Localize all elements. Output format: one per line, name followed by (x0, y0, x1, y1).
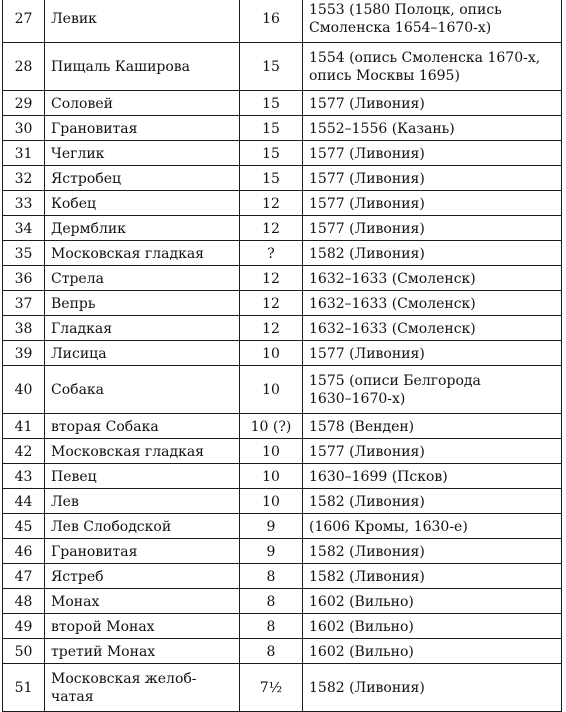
gun-name-text: Московская гладкая (51, 443, 205, 460)
gun-name-text: Лисица (51, 345, 107, 362)
date-source-cell (303, 589, 562, 614)
row-number-cell (3, 0, 45, 43)
gun-name-text: Пищаль Каширова (51, 59, 191, 75)
caliber-text: 12 (262, 220, 280, 237)
caliber-text: 15 (262, 95, 280, 112)
caliber-text: ? (267, 245, 275, 262)
date-source-text: 1577 (Ливония) (309, 95, 425, 112)
table-row (3, 414, 562, 439)
row-number-text: 43 (14, 468, 33, 485)
row-number-text: 29 (14, 95, 33, 112)
caliber-cell (240, 514, 303, 539)
caliber-cell (240, 266, 303, 291)
table-row (3, 514, 562, 539)
gun-name-text: Соловей (51, 95, 113, 112)
gun-name-cell (45, 116, 240, 141)
gun-name-cell (45, 291, 240, 316)
date-source-cell (303, 291, 562, 316)
row-number-cell (3, 539, 45, 564)
row-number-text: 41 (14, 418, 33, 435)
caliber-cell (240, 341, 303, 366)
caliber-text: 7½ (259, 680, 283, 696)
date-source-text: 1553 (1580 Полоцк, опись Смоленска 1654–1670-х) (309, 2, 502, 36)
gun-name-text: Чеглик (51, 145, 105, 162)
table-row (3, 141, 562, 166)
caliber-text: 8 (266, 568, 276, 585)
date-source-text: 1554 (опись Смоленска 1670-х, опись Москвы 1695) (309, 50, 541, 84)
table-row (3, 589, 562, 614)
gun-name-text: второй Монах (51, 618, 155, 635)
caliber-text: 12 (262, 270, 280, 287)
caliber-text: 10 (262, 493, 280, 510)
table-row (3, 366, 562, 414)
date-source-text: 1575 (описи Белгорода 1630–1670-х) (309, 373, 481, 407)
date-source-text: 1632–1633 (Смоленск) (309, 270, 476, 287)
gun-name-cell (45, 664, 240, 712)
gun-name-cell (45, 614, 240, 639)
caliber-cell (240, 589, 303, 614)
gun-name-cell (45, 564, 240, 589)
date-source-text: 1630–1699 (Псков) (309, 468, 448, 485)
gun-name-cell (45, 514, 240, 539)
row-number-text: 44 (14, 493, 33, 510)
caliber-cell (240, 166, 303, 191)
row-number-text: 30 (14, 120, 33, 137)
row-number-cell (3, 589, 45, 614)
table-row (3, 316, 562, 341)
caliber-cell (240, 43, 303, 91)
date-source-text: 1577 (Ливония) (309, 443, 425, 460)
table-row (3, 664, 562, 712)
caliber-cell (240, 539, 303, 564)
row-number-text: 31 (14, 145, 33, 162)
date-source-cell (303, 464, 562, 489)
gun-name-text: Стрела (51, 270, 104, 287)
row-number-text: 27 (14, 11, 33, 27)
date-source-text: 1582 (Ливония) (309, 493, 425, 510)
date-source-cell (303, 91, 562, 116)
caliber-cell (240, 116, 303, 141)
gun-name-text: Левик (51, 11, 97, 27)
caliber-text: 8 (266, 643, 276, 660)
gun-name-text: вторая Собака (51, 418, 159, 435)
date-source-text: 1582 (Ливония) (309, 568, 425, 585)
date-source-cell (303, 439, 562, 464)
date-source-text: 1578 (Венден) (309, 418, 415, 435)
caliber-cell (240, 141, 303, 166)
row-number-cell (3, 639, 45, 664)
date-source-text: 1577 (Ливония) (309, 145, 425, 162)
gun-name-cell (45, 589, 240, 614)
caliber-cell (240, 241, 303, 266)
date-source-cell (303, 166, 562, 191)
caliber-cell (240, 91, 303, 116)
table-row (3, 266, 562, 291)
date-source-text: 1582 (Ливония) (309, 543, 425, 560)
row-number-text: 37 (14, 295, 33, 312)
gun-name-cell (45, 464, 240, 489)
caliber-cell (240, 614, 303, 639)
table-row (3, 191, 562, 216)
caliber-text: 10 (262, 468, 280, 485)
date-source-cell (303, 664, 562, 712)
caliber-text: 9 (266, 543, 276, 560)
date-source-cell (303, 241, 562, 266)
date-source-text: 1602 (Вильно) (309, 618, 414, 635)
caliber-text: 10 (262, 345, 280, 362)
row-number-text: 38 (14, 320, 33, 337)
row-number-text: 33 (14, 195, 33, 212)
gun-name-cell (45, 341, 240, 366)
caliber-text: 12 (262, 295, 280, 312)
caliber-cell (240, 464, 303, 489)
row-number-cell (3, 464, 45, 489)
gun-name-cell (45, 539, 240, 564)
date-source-cell (303, 514, 562, 539)
date-source-cell (303, 614, 562, 639)
date-source-text: 1577 (Ливония) (309, 170, 425, 187)
caliber-text: 15 (262, 145, 280, 162)
date-source-cell (303, 489, 562, 514)
gun-name-cell (45, 639, 240, 664)
row-number-cell (3, 266, 45, 291)
table-row (3, 116, 562, 141)
table-row (3, 341, 562, 366)
table-row (3, 464, 562, 489)
table-row (3, 639, 562, 664)
gun-name-cell (45, 266, 240, 291)
row-number-cell (3, 43, 45, 91)
caliber-cell (240, 216, 303, 241)
date-source-text: 1582 (Ливония) (309, 680, 425, 696)
caliber-cell (240, 316, 303, 341)
cannon-table (2, 0, 562, 712)
table-row (3, 564, 562, 589)
row-number-text: 42 (14, 443, 33, 460)
row-number-cell (3, 514, 45, 539)
gun-name-cell (45, 91, 240, 116)
row-number-cell (3, 166, 45, 191)
row-number-text: 32 (14, 170, 33, 187)
caliber-cell (240, 439, 303, 464)
caliber-cell (240, 564, 303, 589)
caliber-text: 16 (262, 11, 280, 27)
table-row (3, 43, 562, 91)
date-source-text: (1606 Кромы, 1630-е) (309, 518, 468, 535)
date-source-cell (303, 341, 562, 366)
table-row (3, 241, 562, 266)
row-number-text: 36 (14, 270, 33, 287)
row-number-cell (3, 341, 45, 366)
row-number-text: 28 (14, 59, 33, 75)
gun-name-cell (45, 489, 240, 514)
caliber-text: 10 (262, 382, 280, 398)
table-row (3, 539, 562, 564)
row-number-cell (3, 366, 45, 414)
gun-name-text: Кобец (51, 195, 96, 212)
table-body (3, 0, 562, 712)
row-number-text: 51 (14, 680, 33, 696)
date-source-cell (303, 266, 562, 291)
gun-name-text: Ястреб (51, 568, 104, 585)
table-row (3, 91, 562, 116)
gun-name-text: Монах (51, 593, 100, 610)
date-source-text: 1632–1633 (Смоленск) (309, 320, 476, 337)
row-number-cell (3, 291, 45, 316)
gun-name-text: Собака (51, 382, 105, 398)
row-number-cell (3, 564, 45, 589)
row-number-text: 45 (14, 518, 33, 535)
gun-name-text: Московская желоб- чатая (51, 671, 197, 705)
table-row (3, 439, 562, 464)
gun-name-text: Грановитая (51, 543, 138, 560)
row-number-text: 47 (14, 568, 33, 585)
gun-name-cell (45, 439, 240, 464)
row-number-cell (3, 141, 45, 166)
date-source-cell (303, 141, 562, 166)
caliber-text: 12 (262, 320, 280, 337)
row-number-text: 40 (14, 382, 33, 398)
table-row (3, 166, 562, 191)
table-row (3, 291, 562, 316)
gun-name-cell (45, 316, 240, 341)
row-number-cell (3, 191, 45, 216)
caliber-cell (240, 291, 303, 316)
caliber-cell (240, 414, 303, 439)
date-source-cell (303, 316, 562, 341)
table-row (3, 216, 562, 241)
gun-name-text: Московская гладкая (51, 245, 205, 262)
row-number-cell (3, 489, 45, 514)
row-number-cell (3, 316, 45, 341)
row-number-cell (3, 116, 45, 141)
gun-name-cell (45, 0, 240, 43)
row-number-text: 49 (14, 618, 33, 635)
gun-name-text: Гладкая (51, 320, 113, 337)
row-number-cell (3, 414, 45, 439)
row-number-text: 35 (14, 245, 33, 262)
caliber-cell (240, 489, 303, 514)
gun-name-text: Лев Слободской (51, 518, 172, 535)
date-source-text: 1552–1556 (Казань) (309, 120, 455, 137)
table-row (3, 614, 562, 639)
date-source-cell (303, 0, 562, 43)
caliber-text: 12 (262, 195, 280, 212)
gun-name-text: третий Монах (51, 643, 156, 660)
date-source-text: 1582 (Ливония) (309, 245, 425, 262)
date-source-text: 1602 (Вильно) (309, 593, 414, 610)
row-number-cell (3, 91, 45, 116)
gun-name-text: Лев (51, 493, 79, 510)
gun-name-text: Ястробец (51, 170, 121, 187)
row-number-cell (3, 439, 45, 464)
gun-name-cell (45, 366, 240, 414)
gun-name-cell (45, 241, 240, 266)
row-number-text: 39 (14, 345, 33, 362)
caliber-cell (240, 191, 303, 216)
caliber-text: 15 (262, 170, 280, 187)
gun-name-cell (45, 216, 240, 241)
date-source-text: 1577 (Ливония) (309, 195, 425, 212)
row-number-cell (3, 664, 45, 712)
date-source-text: 1577 (Ливония) (309, 345, 425, 362)
gun-name-text: Певец (51, 468, 97, 485)
date-source-text: 1577 (Ливония) (309, 220, 425, 237)
row-number-text: 46 (14, 543, 33, 560)
row-number-cell (3, 241, 45, 266)
caliber-text: 15 (262, 120, 280, 137)
date-source-cell (303, 564, 562, 589)
row-number-text: 34 (14, 220, 33, 237)
gun-name-text: Дермблик (51, 220, 126, 237)
date-source-cell (303, 539, 562, 564)
gun-name-text: Вепрь (51, 295, 96, 312)
gun-name-cell (45, 191, 240, 216)
caliber-text: 10 (?) (250, 418, 292, 435)
gun-name-text: Грановитая (51, 120, 138, 137)
table-row (3, 0, 562, 43)
table-row (3, 489, 562, 514)
gun-name-cell (45, 166, 240, 191)
row-number-cell (3, 216, 45, 241)
caliber-cell (240, 0, 303, 43)
caliber-text: 15 (262, 59, 280, 75)
date-source-cell (303, 116, 562, 141)
caliber-text: 10 (262, 443, 280, 460)
date-source-cell (303, 216, 562, 241)
date-source-cell (303, 43, 562, 91)
caliber-text: 9 (266, 518, 276, 535)
date-source-cell (303, 366, 562, 414)
gun-name-cell (45, 43, 240, 91)
date-source-cell (303, 639, 562, 664)
gun-name-cell (45, 141, 240, 166)
date-source-text: 1602 (Вильно) (309, 643, 414, 660)
date-source-cell (303, 414, 562, 439)
caliber-text: 8 (266, 618, 276, 635)
caliber-cell (240, 366, 303, 414)
date-source-cell (303, 191, 562, 216)
date-source-text: 1632–1633 (Смоленск) (309, 295, 476, 312)
caliber-cell (240, 664, 303, 712)
row-number-cell (3, 614, 45, 639)
row-number-text: 50 (14, 643, 33, 660)
caliber-text: 8 (266, 593, 276, 610)
gun-name-cell (45, 414, 240, 439)
caliber-cell (240, 639, 303, 664)
row-number-text: 48 (14, 593, 33, 610)
